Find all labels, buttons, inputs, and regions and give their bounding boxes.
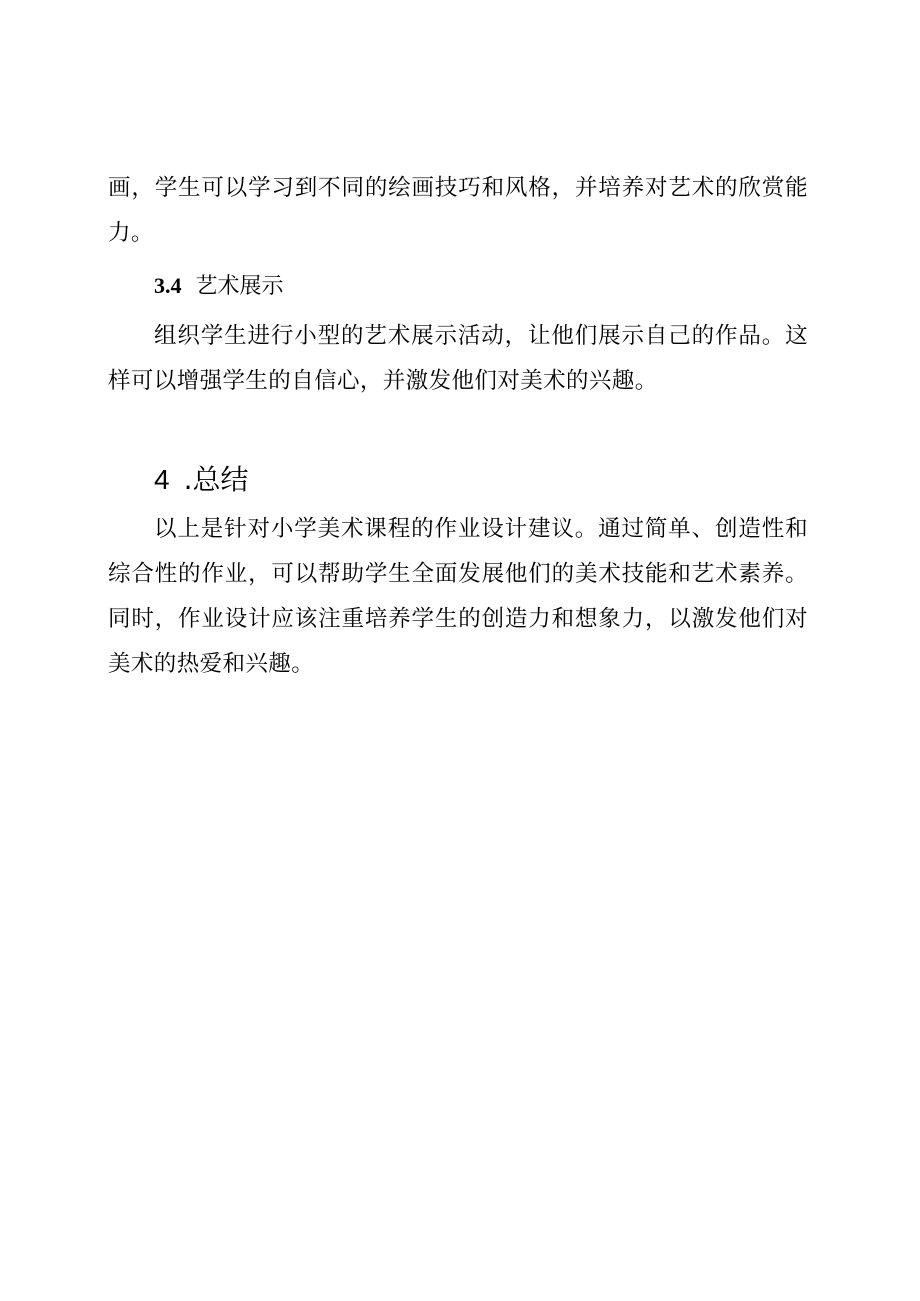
section-number: 4 — [154, 464, 170, 495]
section-number: 3.4 — [154, 273, 182, 298]
summary-paragraph: 以上是针对小学美术课程的作业设计建议。通过简单、创造性和综合性的作业，可以帮助学生全面发展他们的美术技能和艺术素养。同时，作业设计应该注重培养学生的创造力和想象力，以激发他们对美术的热爱和兴趣。 — [108, 516, 808, 677]
section-3-4-paragraph: 组织学生进行小型的艺术展示活动，让他们展示自己的作品。这样可以增强学生的自信心，并激发他们对美术的兴趣。 — [108, 323, 808, 394]
continued-paragraph: 画，学生可以学习到不同的绘画技巧和风格，并培养对艺术的欣赏能力。 — [108, 175, 808, 246]
section-heading-3-4 — [154, 268, 284, 305]
section-heading-4 — [154, 458, 248, 502]
section-title: .总结 — [183, 463, 249, 496]
section-title: 艺术展示 — [195, 274, 284, 299]
